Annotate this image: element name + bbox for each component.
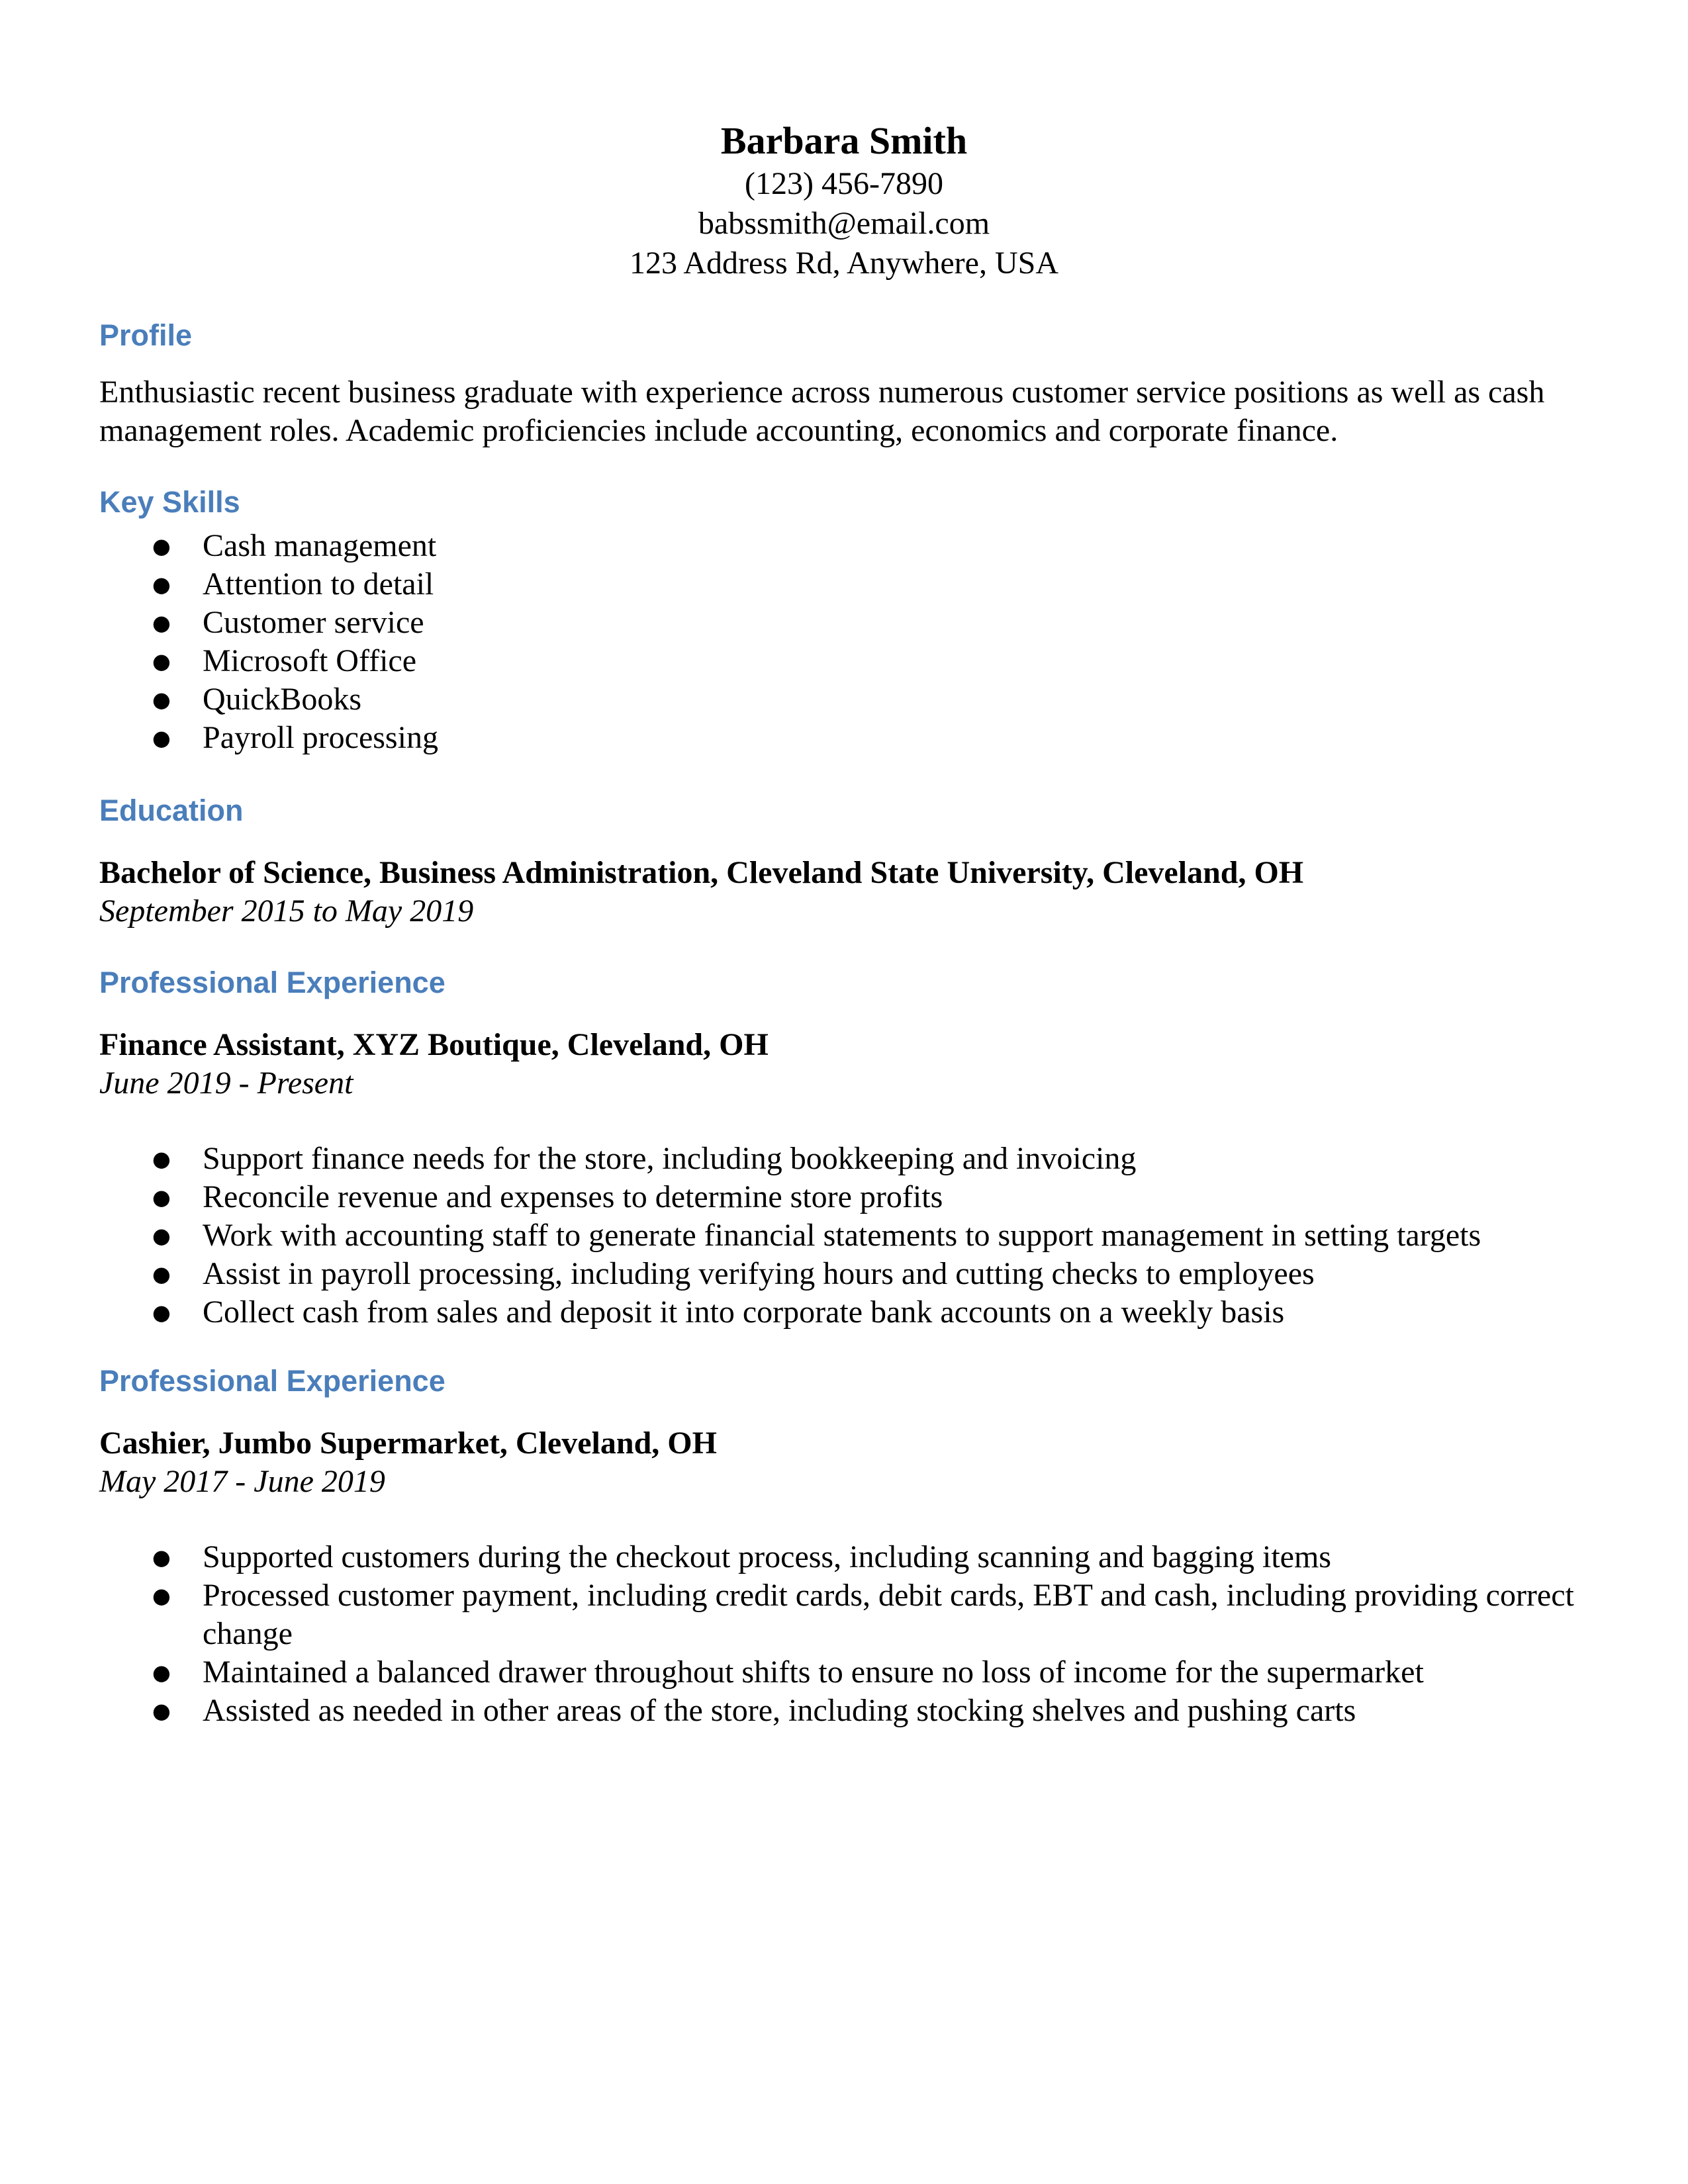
skill-label: Payroll processing [203, 720, 438, 755]
section-heading-experience-2: Professional Experience [99, 1364, 445, 1398]
duty-text: Supported customers during the checkout process, including scanning and bagging items [203, 1539, 1331, 1574]
section-heading-profile: Profile [99, 318, 193, 352]
duty-item [99, 1178, 1589, 1216]
bullet-icon: ● [152, 533, 171, 559]
duty-text: Support finance needs for the store, including bookkeeping and invoicing [203, 1141, 1137, 1176]
job-title-1: Finance Assistant, XYZ Boutique, Cleveland, OH [99, 1027, 769, 1062]
skill-label: Customer service [203, 605, 424, 640]
email-address: babssmith@email.com [698, 206, 990, 241]
skill-item [99, 680, 1589, 719]
duty-item [99, 1216, 1589, 1255]
job-duties-list-2 [99, 1538, 1589, 1730]
bullet-icon: ● [152, 649, 171, 674]
education-degree: Bachelor of Science, Business Administration, Cleveland State University, Cleveland, OH [99, 855, 1304, 890]
duty-item [99, 1576, 1589, 1653]
job-dates-2: May 2017 - June 2019 [99, 1464, 385, 1499]
skill-label: Cash management [203, 528, 437, 563]
skill-item [99, 604, 1589, 642]
job-dates-1: June 2019 - Present [99, 1066, 353, 1101]
skill-label: QuickBooks [203, 682, 361, 717]
bullet-icon: ● [152, 1223, 171, 1248]
skill-label: Microsoft Office [203, 643, 417, 678]
phone-number: (123) 456-7890 [745, 166, 943, 201]
section-heading-key-skills: Key Skills [99, 485, 240, 519]
bullet-icon: ● [152, 572, 171, 597]
section-heading-experience-1: Professional Experience [99, 966, 445, 999]
bullet-icon: ● [152, 1300, 171, 1325]
skill-item [99, 565, 1589, 604]
duty-text: Work with accounting staff to generate financial statements to support management in setting targets [203, 1218, 1481, 1253]
skill-item [99, 527, 1589, 565]
bullet-icon: ● [152, 687, 171, 712]
bullet-icon: ● [152, 1660, 171, 1685]
duty-item [99, 1140, 1589, 1178]
bullet-icon: ● [152, 1698, 171, 1723]
duty-text: Assisted as needed in other areas of the store, including stocking shelves and pushing carts [203, 1693, 1356, 1728]
bullet-icon: ● [152, 1261, 171, 1287]
job-duties-list-1 [99, 1140, 1589, 1332]
duty-item [99, 1538, 1589, 1576]
skill-item [99, 642, 1589, 680]
candidate-name: Barbara Smith [720, 119, 968, 162]
section-heading-education: Education [99, 794, 244, 827]
duty-text: Assist in payroll processing, including verifying hours and cutting checks to employees [203, 1256, 1315, 1291]
postal-address: 123 Address Rd, Anywhere, USA [630, 246, 1058, 281]
duty-item [99, 1255, 1589, 1293]
duty-item [99, 1293, 1589, 1332]
duty-item [99, 1653, 1589, 1692]
duty-text: Reconcile revenue and expenses to determine store profits [203, 1179, 943, 1214]
bullet-icon: ● [152, 1583, 171, 1608]
profile-summary: Enthusiastic recent business graduate with experience across numerous customer service positions as well as cash management roles. Academic proficiencies include accounting, economics and corporate finance. [99, 375, 1545, 448]
skill-label: Attention to detail [203, 567, 434, 602]
duty-text: Collect cash from sales and deposit it into corporate bank accounts on a weekly basis [203, 1295, 1285, 1330]
duty-text: Maintained a balanced drawer throughout shifts to ensure no loss of income for the supermarket [203, 1655, 1424, 1690]
bullet-icon: ● [152, 1185, 171, 1210]
duty-item [99, 1692, 1589, 1730]
job-title-2: Cashier, Jumbo Supermarket, Cleveland, OH [99, 1426, 717, 1461]
bullet-icon: ● [152, 1545, 171, 1570]
skill-item [99, 719, 1589, 757]
contact-header [99, 118, 1589, 283]
duty-text: Processed customer payment, including credit cards, debit cards, EBT and cash, including providing correct change [203, 1578, 1574, 1651]
education-dates: September 2015 to May 2019 [99, 893, 474, 929]
bullet-icon: ● [152, 725, 171, 751]
bullet-icon: ● [152, 610, 171, 635]
key-skills-list [99, 527, 1589, 757]
bullet-icon: ● [152, 1146, 171, 1171]
